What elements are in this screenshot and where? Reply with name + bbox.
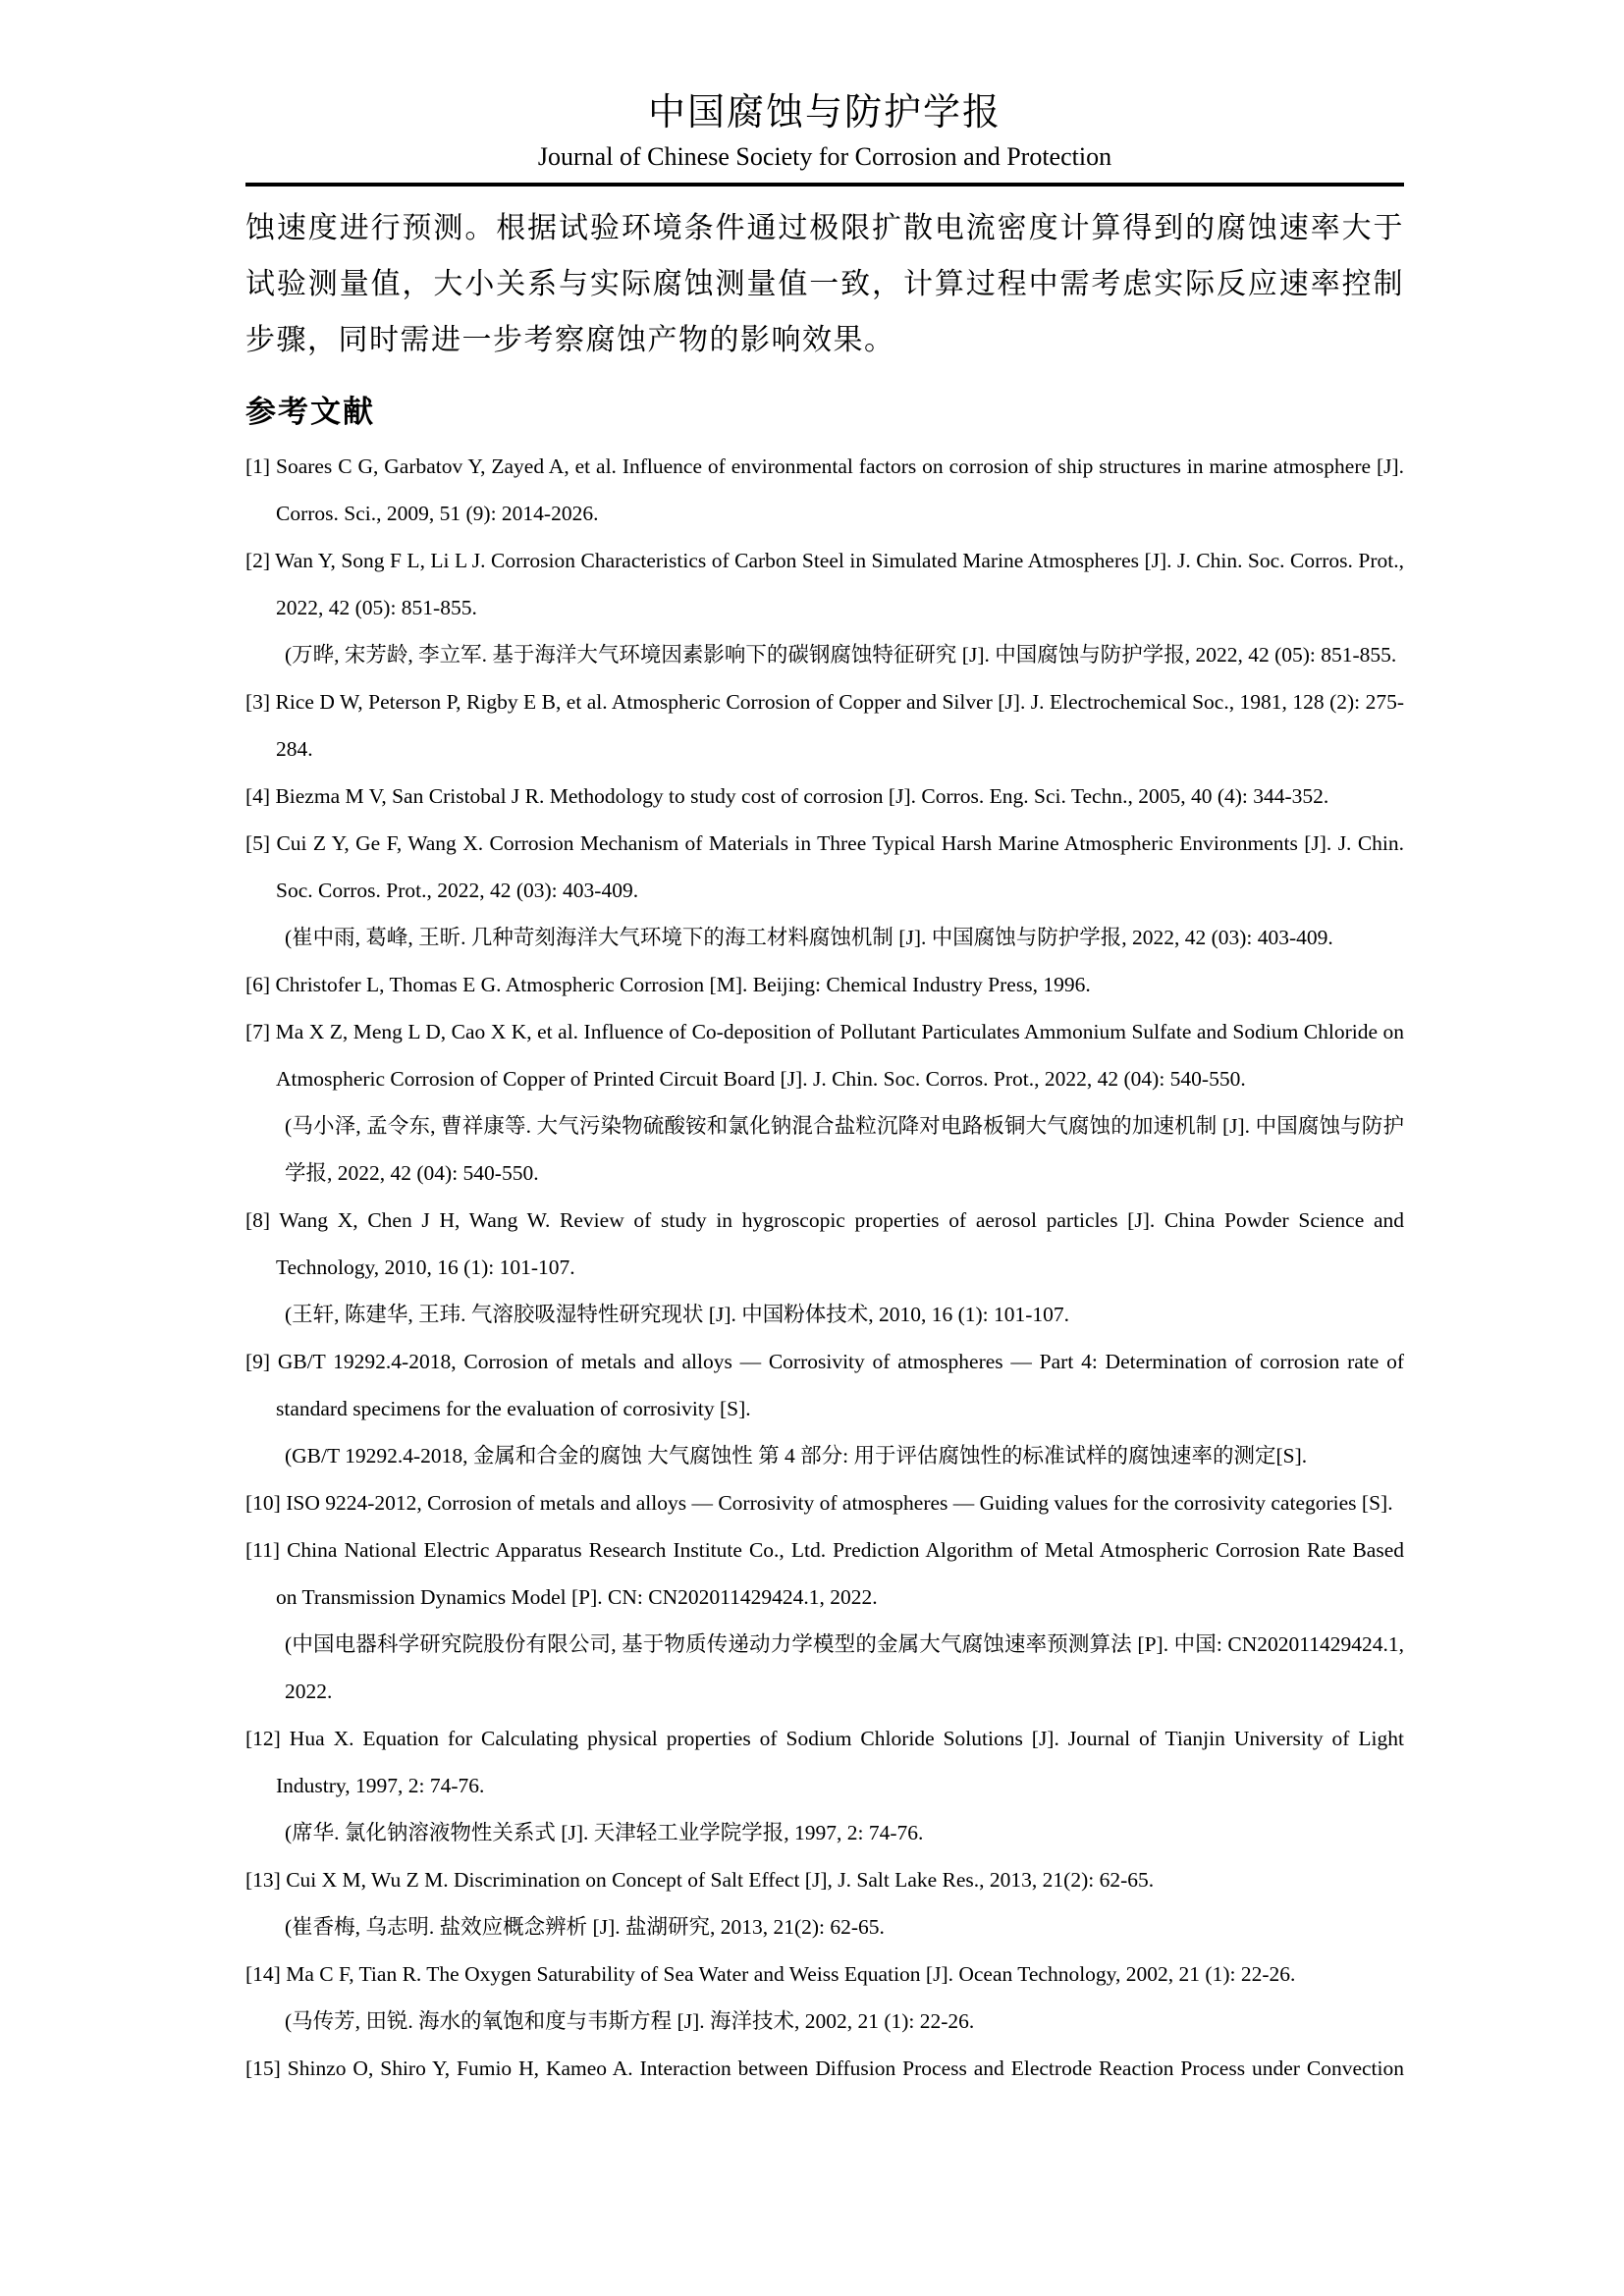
body-paragraph: 蚀速度进行预测。根据试验环境条件通过极限扩散电流密度计算得到的腐蚀速率大于试验测量值，大小关系与实际腐蚀测量值一致，计算过程中需考虑实际反应速率控制步骤，同时需进一步考察腐蚀产物的影响效果。: [245, 212, 1404, 356]
reference-text-english: Shinzo O, Shiro Y, Fumio H, Kameo A. Interaction between Diffusion Process and Electrode Reaction Process under Convection: [287, 2056, 1404, 2080]
reference-text-english: Ma C F, Tian R. The Oxygen Saturability of Sea Water and Weiss Equation [J]. Ocean Technology, 2002, 21 (1): 22-26.: [286, 1962, 1296, 1986]
reference-text-english: Hua X. Equation for Calculating physical properties of Sodium Chloride Solutions [J]. Journal of Tianjin University of Light Industry, 1997, 2: 74-76.: [276, 1727, 1404, 1797]
reference-number: [6]: [245, 973, 271, 996]
reference-number: [10]: [245, 1491, 281, 1515]
reference-item: [245, 443, 1404, 537]
reference-text-chinese: (中国电器科学研究院股份有限公司, 基于物质传递动力学模型的金属大气腐蚀速率预测算法 [P]. 中国: CN202011429424.1, 2022.: [285, 1632, 1404, 1703]
reference-text-chinese: (马传芳, 田锐. 海水的氧饱和度与韦斯方程 [J]. 海洋技术, 2002, 21 (1): 22-26.: [285, 2009, 975, 2033]
journal-title-english: Journal of Chinese Society for Corrosion and Protection: [537, 142, 1112, 171]
reference-entry-english: [245, 961, 1404, 1008]
reference-number: [15]: [245, 2056, 281, 2080]
reference-entry-english: [245, 1479, 1404, 1526]
reference-item: [245, 961, 1404, 1008]
header-divider-rule: [245, 183, 1404, 187]
reference-text-chinese: (王轩, 陈建华, 王玮. 气溶胶吸湿特性研究现状 [J]. 中国粉体技术, 2010, 16 (1): 101-107.: [285, 1303, 1070, 1326]
reference-text-chinese: (席华. 氯化钠溶液物性关系式 [J]. 天津轻工业学院学报, 1997, 2: 74-76.: [285, 1821, 924, 1844]
reference-number: [3]: [245, 690, 271, 714]
reference-list: [245, 443, 1404, 2092]
reference-text-english: ISO 9224-2012, Corrosion of metals and alloys — Corrosivity of atmospheres — Guiding values for the corrosivity categories [S].: [286, 1491, 1393, 1515]
page-header: [245, 90, 1404, 173]
reference-item: [245, 1479, 1404, 1526]
reference-text-english: Cui X M, Wu Z M. Discrimination on Concept of Salt Effect [J], J. Salt Lake Res., 2013, 21(2): 62-65.: [286, 1868, 1155, 1892]
reference-text-chinese: (崔香梅, 乌志明. 盐效应概念辨析 [J]. 盐湖研究, 2013, 21(2): 62-65.: [285, 1915, 885, 1939]
reference-item: [245, 1338, 1404, 1479]
reference-text-chinese: (崔中雨, 葛峰, 王昕. 几种苛刻海洋大气环境下的海工材料腐蚀机制 [J]. 中国腐蚀与防护学报, 2022, 42 (03): 403-409.: [285, 926, 1333, 949]
reference-item: [245, 1856, 1404, 1950]
reference-text-english: Wan Y, Song F L, Li L J. Corrosion Characteristics of Carbon Steel in Simulated Marine Atmospheres [J]. J. Chin. Soc. Corros. Prot., 2022, 42 (05): 851-855.: [275, 549, 1404, 619]
reference-entry-english: [245, 1856, 1404, 1903]
reference-entry-english: [245, 1526, 1404, 1621]
reference-item: [245, 1197, 1404, 1338]
reference-text-english: Rice D W, Peterson P, Rigby E B, et al. Atmospheric Corrosion of Copper and Silver [J]. J. Electrochemical Soc., 1981, 128 (2): 275-284.: [275, 690, 1404, 761]
reference-item: [245, 1715, 1404, 1856]
reference-number: [14]: [245, 1962, 281, 1986]
reference-text-english: Ma X Z, Meng L D, Cao X K, et al. Influence of Co-deposition of Pollutant Particulates Ammonium Sulfate and Sodium Chloride on Atmospheric Corrosion of Copper of Printed Circuit Board [J]. J. Chin. Soc. Corros. Prot., 2022, 42 (04): 540-550.: [275, 1020, 1405, 1091]
reference-item: [245, 2045, 1404, 2092]
reference-text-english: Cui Z Y, Ge F, Wang X. Corrosion Mechanism of Materials in Three Typical Harsh Marine Atmospheric Environments [J]. J. Chin. Soc. Corros. Prot., 2022, 42 (03): 403-409.: [276, 831, 1405, 902]
reference-number: [11]: [245, 1538, 281, 1562]
reference-entry-english: [245, 820, 1404, 914]
reference-number: [8]: [245, 1208, 271, 1232]
reference-item: [245, 678, 1404, 773]
reference-number: [9]: [245, 1350, 271, 1373]
reference-text-english: Soares C G, Garbatov Y, Zayed A, et al. Influence of environmental factors on corrosion of ship structures in marine atmosphere [J]. Corros. Sci., 2009, 51 (9): 2014-2026.: [275, 454, 1404, 525]
reference-item: [245, 773, 1404, 820]
reference-number: [13]: [245, 1868, 281, 1892]
reference-text-english: Christofer L, Thomas E G. Atmospheric Corrosion [M]. Beijing: Chemical Industry Press, 1996.: [275, 973, 1091, 996]
references-heading: 参考文献: [245, 395, 375, 429]
reference-number: [12]: [245, 1727, 281, 1750]
reference-number: [5]: [245, 831, 271, 855]
reference-number: [4]: [245, 784, 271, 808]
reference-entry-english: [245, 1008, 1404, 1102]
reference-entry-english: [245, 1715, 1404, 1809]
reference-text-chinese: (万晔, 宋芳龄, 李立军. 基于海洋大气环境因素影响下的碳钢腐蚀特征研究 [J]. 中国腐蚀与防护学报, 2022, 42 (05): 851-855.: [285, 643, 1397, 667]
reference-text-chinese: (GB/T 19292.4-2018, 金属和合金的腐蚀 大气腐蚀性 第 4 部分: 用于评估腐蚀性的标准试样的腐蚀速率的测定[S].: [285, 1444, 1308, 1468]
reference-entry-english: [245, 2045, 1404, 2092]
reference-item: [245, 1008, 1404, 1197]
reference-item: [245, 537, 1404, 678]
reference-text-english: Biezma M V, San Cristobal J R. Methodology to study cost of corrosion [J]. Corros. Eng. Sci. Techn., 2005, 40 (4): 344-352.: [275, 784, 1329, 808]
reference-item: [245, 1950, 1404, 2045]
reference-item: [245, 820, 1404, 961]
reference-number: [1]: [245, 454, 271, 478]
reference-entry-english: [245, 678, 1404, 773]
reference-text-english: GB/T 19292.4-2018, Corrosion of metals and alloys — Corrosivity of atmospheres — Part 4: Determination of corrosion rate of standard specimens for the evaluation of corrosivity [S].: [276, 1350, 1405, 1420]
reference-entry-english: [245, 1338, 1404, 1432]
reference-entry-english: [245, 773, 1404, 820]
journal-title-chinese: 中国腐蚀与防护学报: [647, 92, 1001, 133]
reference-text-english: Wang X, Chen J H, Wang W. Review of study in hygroscopic properties of aerosol particles [J]. China Powder Science and Technology, 2010, 16 (1): 101-107.: [276, 1208, 1404, 1279]
reference-entry-english: [245, 443, 1404, 537]
reference-item: [245, 1526, 1404, 1715]
reference-entry-english: [245, 537, 1404, 631]
reference-text-chinese: (马小泽, 孟令东, 曹祥康等. 大气污染物硫酸铵和氯化钠混合盐粒沉降对电路板铜大气腐蚀的加速机制 [J]. 中国腐蚀与防护学报, 2022, 42 (04): 540-550.: [285, 1114, 1404, 1185]
reference-entry-english: [245, 1950, 1404, 1998]
reference-text-english: China National Electric Apparatus Research Institute Co., Ltd. Prediction Algorithm of Metal Atmospheric Corrosion Rate Based on Transmission Dynamics Model [P]. CN: CN202011429424.1, 2022.: [276, 1538, 1405, 1609]
reference-number: [2]: [245, 549, 271, 572]
reference-entry-english: [245, 1197, 1404, 1291]
reference-number: [7]: [245, 1020, 271, 1043]
